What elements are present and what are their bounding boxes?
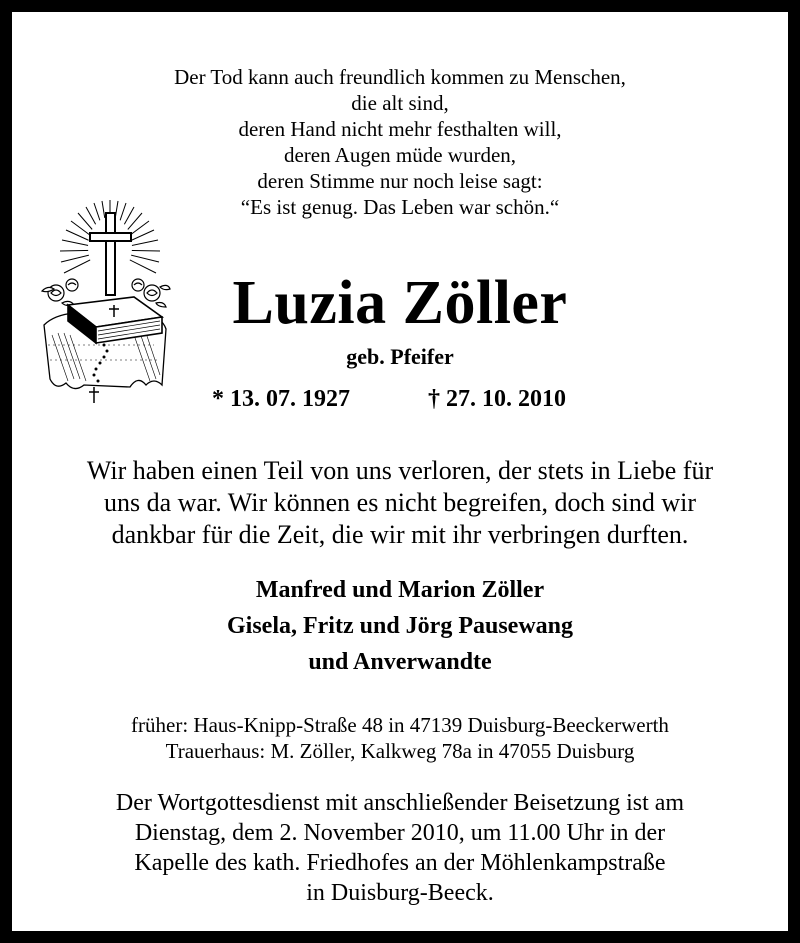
poem-line: die alt sind, <box>351 91 449 115</box>
mourners-list <box>100 572 700 680</box>
mourning-house-address: Trauerhaus: M. Zöller, Kalkweg 78a in 47055 Duisburg <box>165 739 635 763</box>
birth-date: * 13. 07. 1927 <box>212 386 350 412</box>
service-line: Dienstag, dem 2. November 2010, um 11.00 Uhr in der <box>134 820 666 846</box>
statement-line: uns da war. Wir können es nicht begreifen, doch sind wir <box>104 488 696 517</box>
addresses <box>60 712 740 764</box>
funeral-service-info <box>40 788 760 908</box>
service-line: Kapelle des kath. Friedhofes an der Möhlenkampstraße <box>134 850 666 876</box>
poem <box>100 64 700 220</box>
mourner-line: Gisela, Fritz und Jörg Pausewang <box>227 613 573 639</box>
statement-line: dankbar für die Zeit, die wir mit ihr verbringen durften. <box>111 520 689 549</box>
death-date: † 27. 10. 2010 <box>428 386 566 412</box>
statement-line: Wir haben einen Teil von uns verloren, der stets in Liebe für <box>86 456 714 485</box>
poem-line: deren Augen müde wurden, <box>283 143 517 167</box>
service-line: Der Wortgottesdienst mit anschließender Beisetzung ist am <box>115 790 685 816</box>
cross-bible-roses-icon <box>34 195 174 410</box>
service-line: in Duisburg-Beeck. <box>306 880 494 906</box>
poem-line: deren Hand nicht mehr festhalten will, <box>238 117 562 141</box>
poem-line: deren Stimme nur noch leise sagt: <box>257 169 543 193</box>
mourner-line: und Anverwandte <box>308 649 492 675</box>
poem-line: Der Tod kann auch freundlich kommen zu Menschen, <box>174 65 626 89</box>
mourner-line: Manfred und Marion Zöller <box>255 577 545 603</box>
deceased-name: Luzia Zöller <box>232 269 568 337</box>
maiden-name: geb. Pfeifer <box>346 344 454 369</box>
family-statement <box>40 455 760 551</box>
former-address: früher: Haus-Knipp-Straße 48 in 47139 Duisburg-Beeckerwerth <box>131 713 669 737</box>
poem-line: “Es ist genug. Das Leben war schön.“ <box>240 195 560 219</box>
